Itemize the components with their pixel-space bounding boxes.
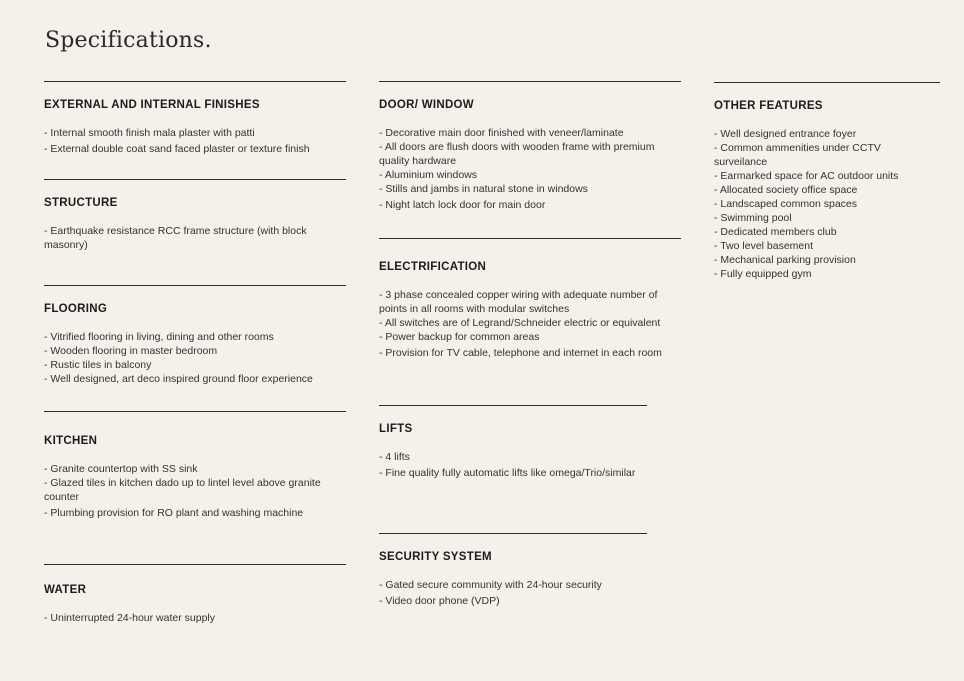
section-heading: ELECTRIFICATION: [379, 261, 487, 273]
list-item: - Aluminium windows: [379, 169, 478, 181]
divider: [379, 81, 681, 82]
list-item: - Internal smooth finish mala plaster with patti: [44, 127, 255, 139]
section-flooring: [44, 285, 346, 386]
divider: [44, 564, 346, 565]
section-heading: LIFTS: [379, 423, 413, 435]
list-item: - Mechanical parking provision: [714, 254, 856, 266]
divider: [379, 238, 681, 239]
list-item: - Night latch lock door for main door: [379, 199, 546, 211]
section-kitchen: [44, 411, 346, 520]
divider: [44, 179, 346, 180]
list-item: - Power backup for common areas: [379, 331, 540, 343]
item-list: [44, 126, 346, 156]
section-water: [44, 564, 346, 625]
list-item: - Decorative main door finished with veneer/laminate: [379, 127, 624, 139]
list-item: - Granite countertop with SS sink: [44, 463, 198, 475]
divider: [44, 285, 346, 286]
list-item: - Wooden flooring in master bedroom: [44, 345, 218, 357]
list-item: - Earthquake resistance RCC frame structure (with block masonry): [44, 225, 307, 251]
section-electrification: [379, 238, 681, 360]
section-other-features: [714, 82, 940, 281]
section-heading: DOOR/ WINDOW: [379, 99, 474, 111]
divider: [714, 82, 940, 83]
list-item: - Common ammenities under CCTV surveilance: [714, 142, 881, 168]
page-title: Specifications.: [45, 28, 212, 53]
list-item: - Two level basement: [714, 240, 814, 252]
section-heading: KITCHEN: [44, 435, 98, 447]
divider: [44, 411, 346, 412]
section-heading: FLOORING: [44, 303, 108, 315]
item-list: [44, 611, 346, 625]
item-list: [379, 450, 647, 480]
list-item: - External double coat sand faced plaster or texture finish: [44, 143, 310, 155]
list-item: - All doors are flush doors with wooden frame with premium quality hardware: [379, 141, 655, 167]
list-item: - 4 lifts: [379, 451, 410, 463]
list-item: - Vitrified flooring in living, dining and other rooms: [44, 331, 274, 343]
item-list: [44, 224, 324, 252]
list-item: - Allocated society office space: [714, 184, 858, 196]
item-list: [44, 330, 346, 386]
list-item: - Glazed tiles in kitchen dado up to lintel level above granite counter: [44, 477, 321, 503]
item-list: [379, 126, 669, 212]
list-item: - 3 phase concealed copper wiring with adequate number of points in all rooms with modular switches: [379, 289, 658, 315]
item-list: [714, 127, 914, 281]
section-door-window: [379, 81, 681, 212]
list-item: - Fully equipped gym: [714, 268, 812, 280]
list-item: - Uninterrupted 24-hour water supply: [44, 612, 216, 624]
divider: [379, 405, 647, 406]
list-item: - Rustic tiles in balcony: [44, 359, 152, 371]
section-structure: [44, 179, 346, 252]
divider: [379, 533, 647, 534]
divider: [44, 81, 346, 82]
section-heading: WATER: [44, 584, 87, 596]
list-item: - Gated secure community with 24-hour security: [379, 579, 602, 591]
list-item: - All switches are of Legrand/Schneider electric or equivalent: [379, 317, 661, 329]
list-item: - Dedicated members club: [714, 226, 837, 238]
section-lifts: [379, 405, 647, 480]
section-finishes: [44, 81, 346, 156]
list-item: - Well designed, art deco inspired ground floor experience: [44, 373, 313, 385]
list-item: - Well designed entrance foyer: [714, 128, 857, 140]
section-security: [379, 533, 647, 608]
item-list: [379, 578, 647, 608]
section-heading: SECURITY SYSTEM: [379, 551, 492, 563]
section-heading: OTHER FEATURES: [714, 100, 823, 112]
list-item: - Fine quality fully automatic lifts like omega/Trio/similar: [379, 467, 636, 479]
item-list: [44, 462, 334, 520]
item-list: [379, 288, 664, 360]
list-item: - Plumbing provision for RO plant and washing machine: [44, 507, 304, 519]
list-item: - Video door phone (VDP): [379, 595, 500, 607]
list-item: - Swimming pool: [714, 212, 792, 224]
section-heading: STRUCTURE: [44, 197, 118, 209]
list-item: - Earmarked space for AC outdoor units: [714, 170, 899, 182]
list-item: - Landscaped common spaces: [714, 198, 857, 210]
section-heading: EXTERNAL AND INTERNAL FINISHES: [44, 99, 260, 111]
list-item: - Stills and jambs in natural stone in windows: [379, 183, 588, 195]
list-item: - Provision for TV cable, telephone and internet in each room: [379, 347, 662, 359]
